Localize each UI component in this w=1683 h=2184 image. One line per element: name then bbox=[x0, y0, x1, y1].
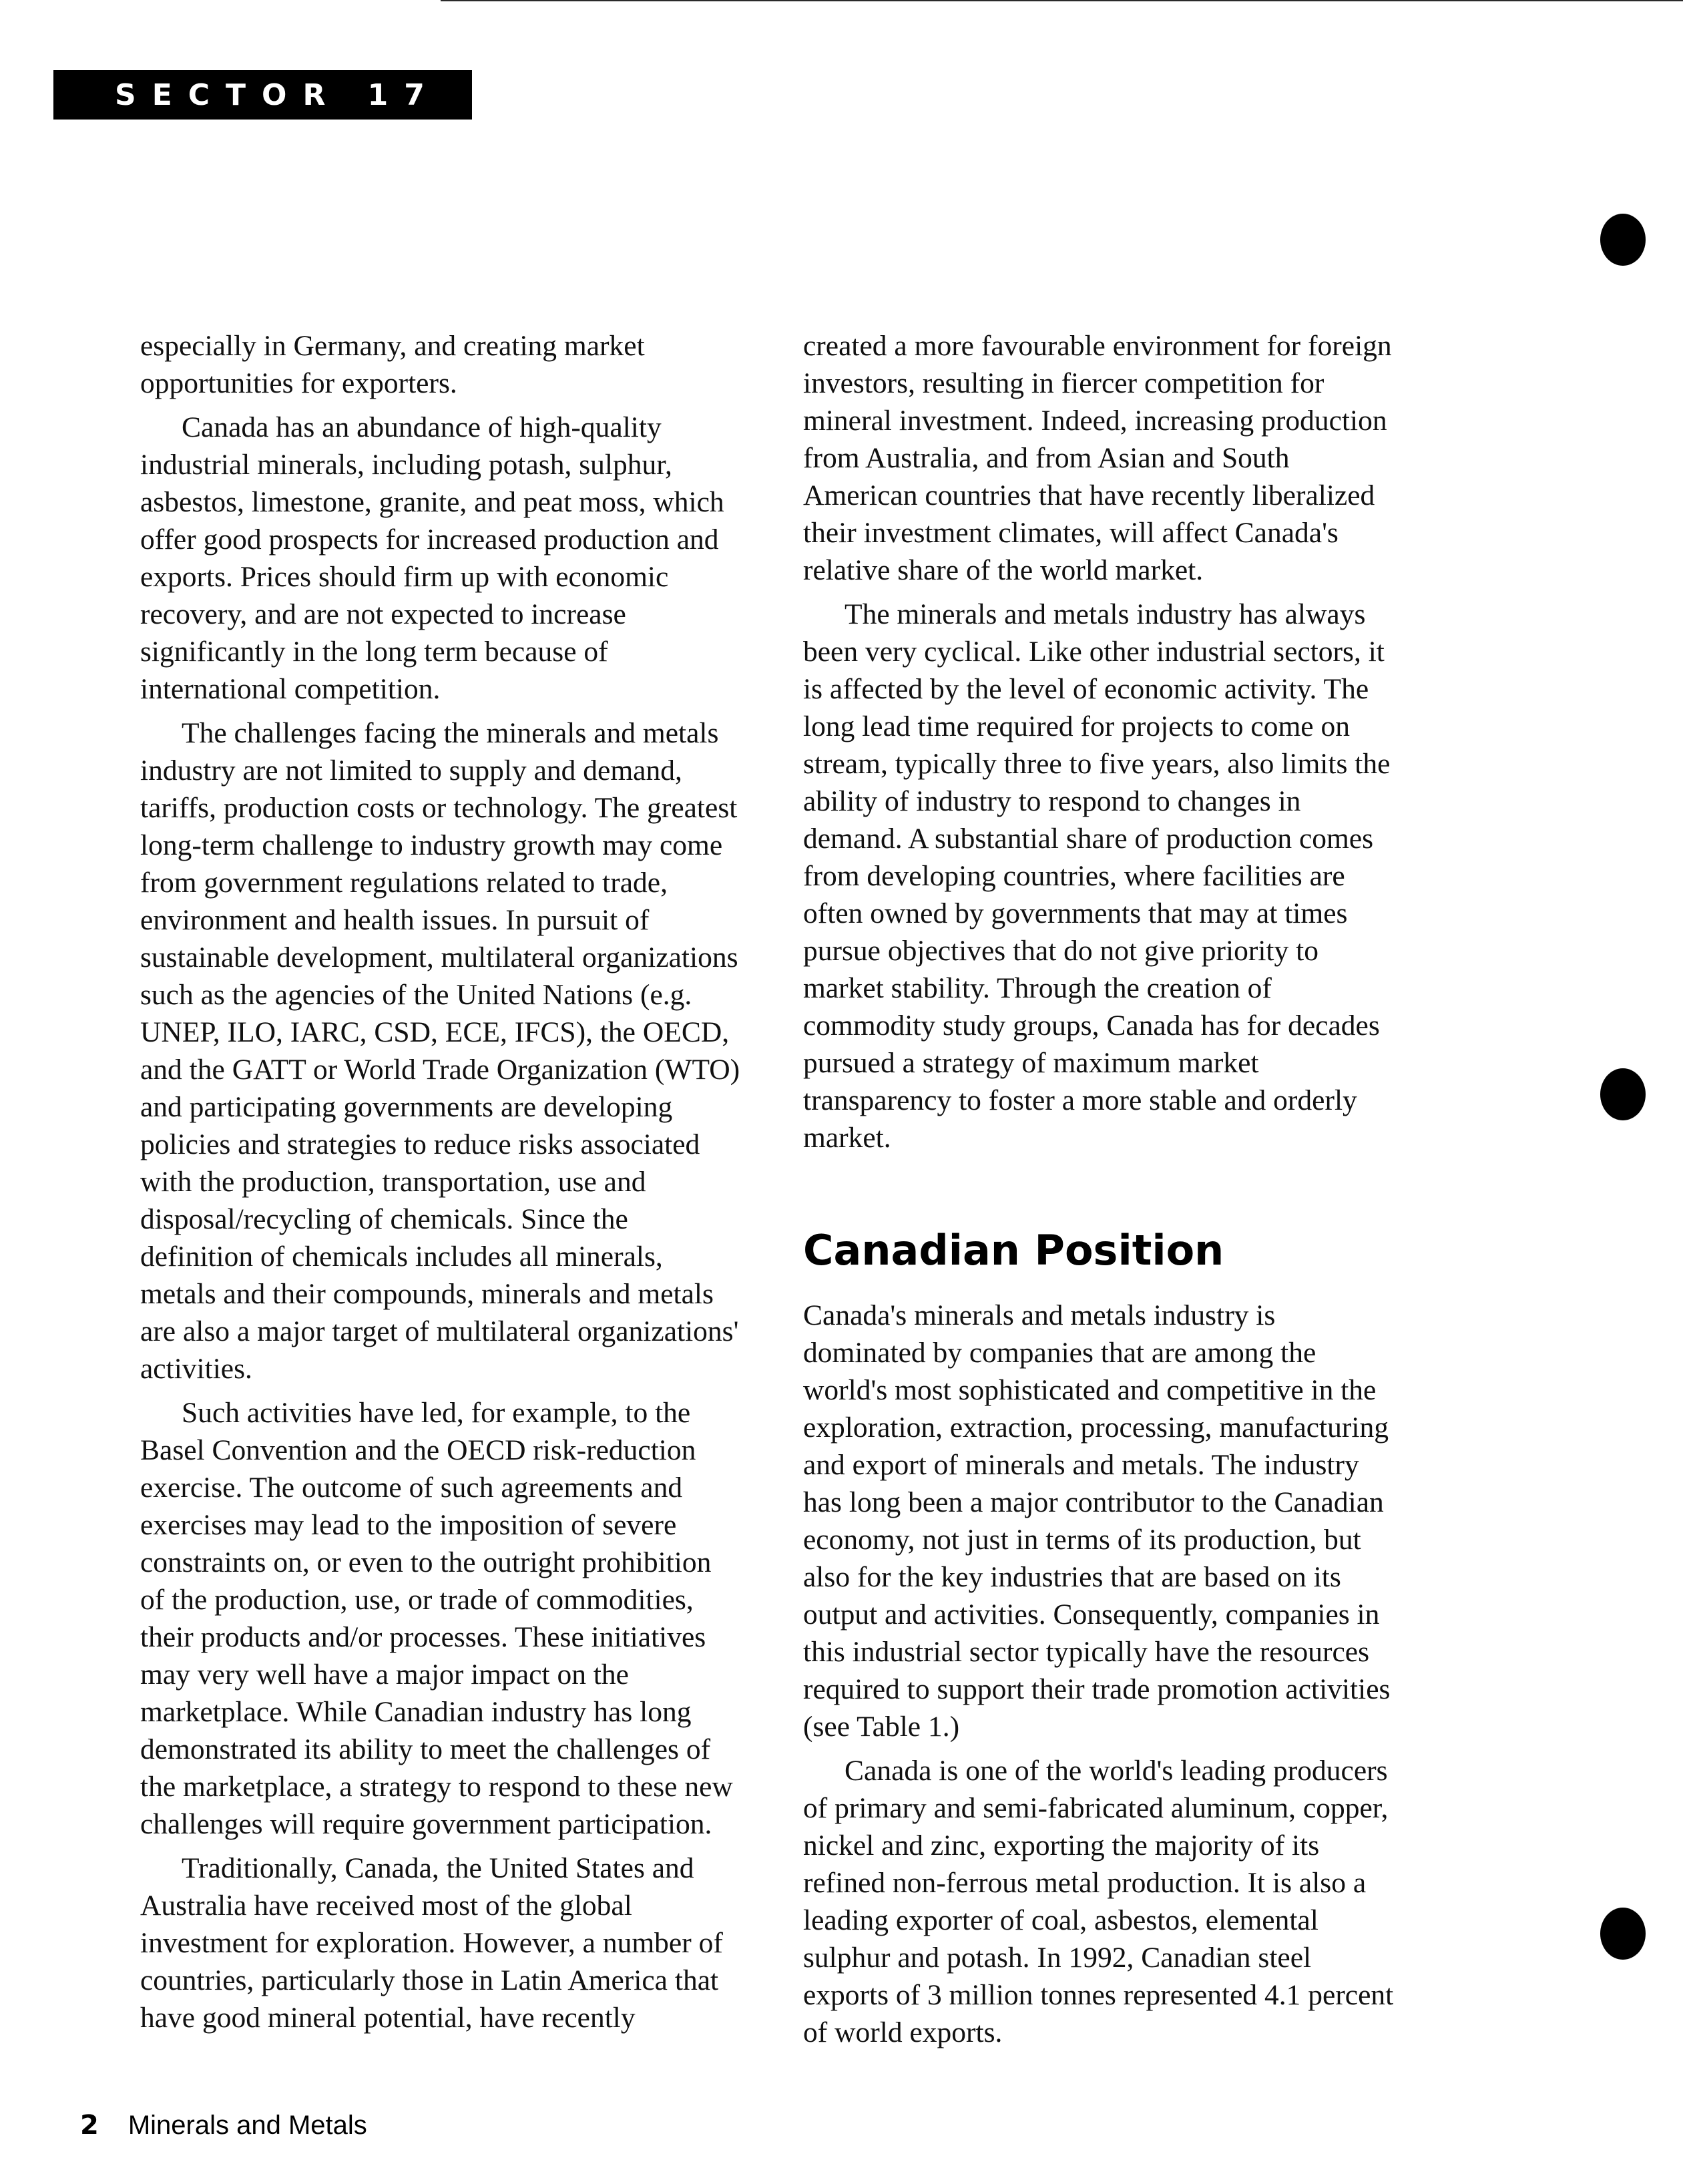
right-column bbox=[803, 327, 1404, 2051]
sector-label: SECTOR 17 bbox=[115, 77, 441, 112]
body-paragraph: Canada is one of the world's leading producers of primary and semi-fabricated aluminum, copper, nickel and zinc, exporting the majority of its refined non-ferrous metal production. It is also a leading exporter of coal, asbestos, elemental sulphur and potash. In 1992, Canadian steel exports of 3 million tonnes represented 4.1 percent of world exports. bbox=[803, 1755, 1394, 2048]
body-paragraph: especially in Germany, and creating market opportunities for exporters. bbox=[140, 330, 645, 399]
sector-banner bbox=[53, 70, 472, 120]
body-paragraph: The challenges facing the minerals and metals industry are not limited to supply and demand, tariffs, production costs or technology. The greatest long-term challenge to industry growth may come from government regulations related to trade, environment and health issues. In pursuit of sustainable development, multilateral organizations such as the agencies of the United Nations (e.g. UNEP, ILO, IARC, CSD, ECE, IFCS), the OECD, and the GATT or World Trade Organization (WTO) and participating governments are developing policies and strategies to reduce risks associated with the production, transportation, use and disposal/recycling of chemicals. Since the definition of chemicals includes all minerals, metals and their compounds, minerals and metals are also a major target of multilateral organizations' activities. bbox=[140, 717, 740, 1385]
section-heading: Canadian Position bbox=[803, 1226, 1224, 1275]
scan-edge-line bbox=[441, 0, 1683, 1]
binder-hole-bottom bbox=[1600, 1908, 1646, 1960]
binder-hole-top bbox=[1600, 214, 1646, 266]
body-paragraph: Such activities have led, for example, to the Basel Convention and the OECD risk-reduction exercise. The outcome of such agreements and exercises may lead to the imposition of severe constraints on, or even to the outright prohibition of the production, use, or trade of commodities, their products and/or processes. These initiatives may very well have a major impact on the marketplace. While Canadian industry has long demonstrated its ability to meet the challenges of the marketplace, a strategy to respond to these new challenges will require government participation. bbox=[140, 1397, 733, 1840]
body-paragraph: created a more favourable environment for foreign investors, resulting in fiercer competition for mineral investment. Indeed, increasing production from Australia, and from Asian and South American countries that have recently liberalized their investment climates, will affect Canada's relative share of the world market. bbox=[803, 330, 1392, 586]
body-paragraph: Traditionally, Canada, the United States and Australia have received most of the global investment for exploration. However, a number of countries, particularly those in Latin America that have good mineral potential, have recently bbox=[140, 1852, 723, 2034]
body-paragraph: Canada's minerals and metals industry is dominated by companies that are among the world's most sophisticated and competitive in the exploration, extraction, processing, manufacturing and export of minerals and metals. The industry has long been a major contributor to the Canadian economy, not just in terms of its production, but also for the key industries that are based on its output and activities. Consequently, companies in this industrial sector typically have the resources required to support their trade promotion activities (see Table 1.) bbox=[803, 1299, 1391, 1743]
left-column bbox=[140, 327, 741, 2036]
publication-title: Minerals and Metals bbox=[128, 2111, 367, 2140]
body-paragraph: Canada has an abundance of high-quality industrial minerals, including potash, sulphur, asbestos, limestone, granite, and peat moss, which offer good prospects for increased production and exports. Prices should firm up with economic recovery, and are not expected to increase significantly in the long term because of international competition. bbox=[140, 411, 724, 705]
page-footer bbox=[80, 2110, 367, 2141]
binder-hole-middle bbox=[1600, 1068, 1646, 1120]
body-paragraph: The minerals and metals industry has always been very cyclical. Like other industrial sectors, it is affected by the level of economic activity. The long lead time required for projects to come on stream, typically three to five years, also limits the ability of industry to respond to changes in demand. A substantial share of production comes from developing countries, where facilities are often owned by governments that may at times pursue objectives that do not give priority to market stability. Through the creation of commodity study groups, Canada has for decades pursued a strategy of maximum market transparency to foster a more stable and orderly market. bbox=[803, 598, 1391, 1154]
page-number: 2 bbox=[80, 2110, 99, 2141]
